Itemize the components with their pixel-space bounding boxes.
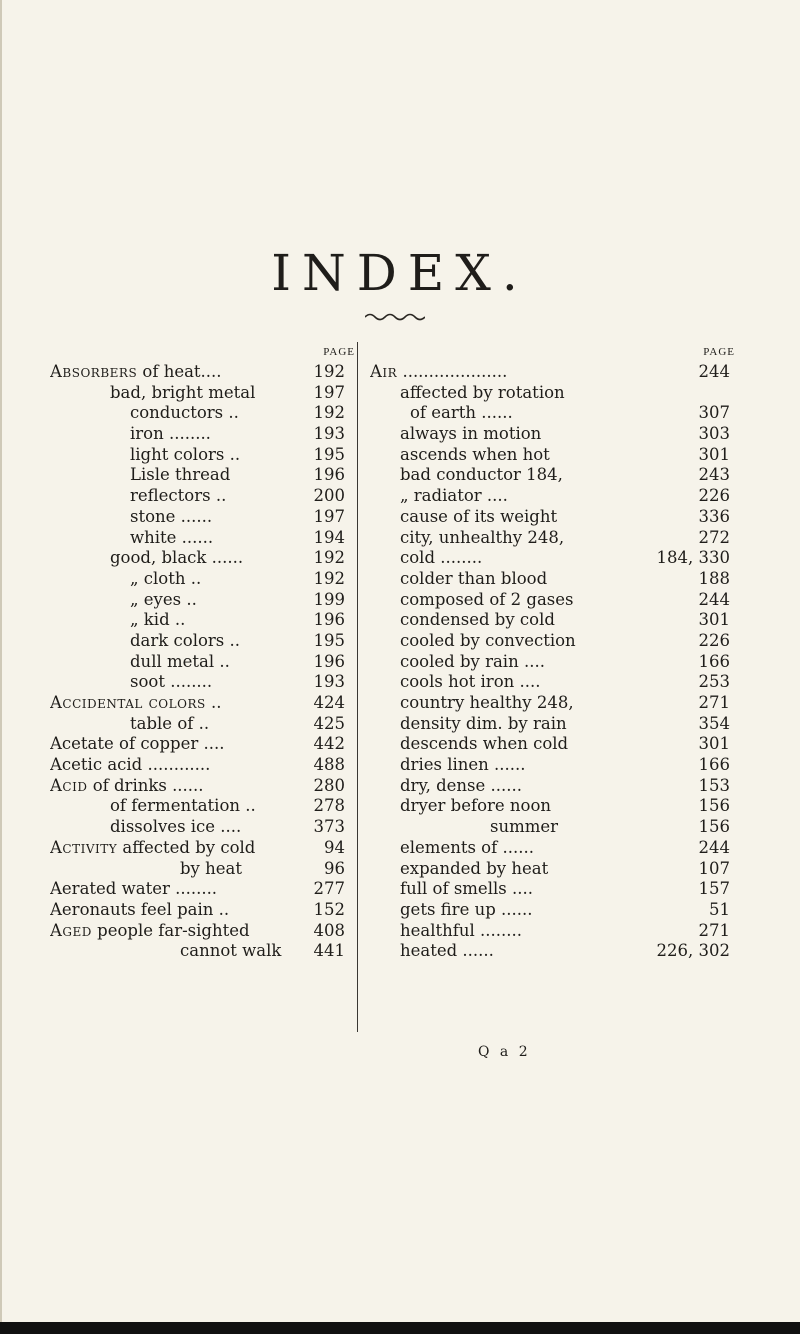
entry-label <box>400 755 690 776</box>
page-left-edge <box>0 0 2 1334</box>
entry-label <box>130 528 305 549</box>
index-entry <box>50 755 355 776</box>
entry-label <box>50 734 305 755</box>
index-column-right <box>370 342 735 962</box>
entry-page-number: 336 <box>698 506 730 526</box>
entry-page-number: 196 <box>313 610 345 630</box>
entry-label <box>110 548 305 569</box>
index-entry <box>50 879 355 900</box>
entry-headword: Accidental colors <box>50 693 206 712</box>
entry-text: Aerated water ........ <box>50 879 218 899</box>
entry-label <box>400 383 690 404</box>
entry-page-number: 152 <box>313 899 345 919</box>
index-entry <box>370 838 735 859</box>
index-entry <box>370 796 735 817</box>
entry-page-number: 243 <box>698 465 730 485</box>
entry-page-number: 192 <box>313 548 345 568</box>
entry-page-number: 196 <box>313 465 345 485</box>
entry-text: table of .. <box>130 713 210 733</box>
entry-page-number: 303 <box>698 424 730 444</box>
entry-text: healthful ........ <box>400 920 522 940</box>
entry-text: heated ...... <box>400 941 494 961</box>
entry-text: density dim. by rain <box>400 713 567 733</box>
index-entry <box>370 362 735 383</box>
index-entry <box>370 755 735 776</box>
entry-label <box>50 693 305 714</box>
entry-label <box>400 507 690 528</box>
ornament-divider <box>365 312 425 322</box>
index-entry <box>50 900 355 921</box>
index-entry <box>50 403 355 424</box>
entry-text: descends when cold <box>400 734 569 754</box>
entry-label <box>130 569 305 590</box>
entry-page-number: 441 <box>313 941 345 961</box>
entry-text: bad conductor 184, <box>400 465 563 485</box>
entry-page-number: 193 <box>313 424 345 444</box>
index-entry <box>370 465 735 486</box>
entry-label <box>400 776 690 797</box>
entry-label <box>400 631 690 652</box>
index-entry <box>50 362 355 383</box>
index-entry <box>370 714 735 735</box>
entry-label <box>130 403 305 424</box>
entry-label <box>130 631 305 652</box>
entry-label <box>130 445 305 466</box>
entry-page-number: 301 <box>698 734 730 754</box>
index-entry <box>370 403 735 424</box>
entry-text: dissolves ice .... <box>110 817 242 837</box>
entry-label <box>130 590 305 611</box>
index-entry <box>370 548 735 569</box>
entry-label <box>50 900 305 921</box>
entry-text: summer <box>490 817 559 837</box>
entry-page-number: 188 <box>698 568 730 588</box>
entry-label <box>400 859 690 880</box>
entry-text: stone ...... <box>130 506 213 526</box>
entry-page-number: 94 <box>324 837 345 857</box>
index-entry <box>370 776 735 797</box>
entry-label <box>130 465 305 486</box>
entry-text: affected by rotation <box>400 382 565 402</box>
entry-text: cold ........ <box>400 548 483 568</box>
entry-page-number: 244 <box>698 362 730 381</box>
index-entry <box>370 383 735 404</box>
entry-label <box>130 424 305 445</box>
entry-label <box>400 941 657 962</box>
entry-text: Aeronauts feel pain .. <box>50 899 230 919</box>
entry-label <box>130 652 305 673</box>
entry-page-number: 166 <box>698 651 730 671</box>
entry-page-number: 226 <box>698 630 730 650</box>
index-entry <box>50 672 355 693</box>
entry-text: of fermentation .. <box>110 796 256 816</box>
index-entry <box>370 445 735 466</box>
entry-label <box>50 879 305 900</box>
entry-label <box>400 900 690 921</box>
index-entry <box>370 569 735 590</box>
entry-text: „ radiator .... <box>400 486 508 506</box>
entry-label <box>50 776 305 797</box>
entry-label <box>400 548 657 569</box>
entry-headword: Activity <box>50 837 118 857</box>
entry-page-number: 192 <box>313 568 345 588</box>
index-entry <box>50 941 355 962</box>
index-entry <box>370 528 735 549</box>
entry-text: always in motion <box>400 424 542 444</box>
entry-page-number: 166 <box>698 755 730 775</box>
entry-text: by heat <box>180 858 242 878</box>
entry-text: of heat.... <box>137 362 222 381</box>
index-entry <box>50 569 355 590</box>
index-entry <box>370 693 735 714</box>
index-entry <box>370 879 735 900</box>
entry-label <box>130 486 305 507</box>
entry-label <box>50 921 305 942</box>
entry-page-number: 307 <box>698 403 730 423</box>
entry-label <box>400 879 690 900</box>
entry-text: dries linen ...... <box>400 755 526 775</box>
entry-page-number: 271 <box>698 920 730 940</box>
index-entry <box>370 672 735 693</box>
entry-page-number: 226, 302 <box>656 941 730 961</box>
index-entry <box>50 734 355 755</box>
entry-page-number: 244 <box>698 837 730 857</box>
entry-text: condensed by cold <box>400 610 555 630</box>
entry-page-number: 424 <box>313 693 345 712</box>
entry-text: „ cloth .. <box>130 568 202 588</box>
entry-page-number: 277 <box>313 879 345 899</box>
entry-text: iron ........ <box>130 424 211 444</box>
entry-page-number: 271 <box>698 693 730 712</box>
entry-label <box>50 362 305 383</box>
entry-text: dry, dense ...... <box>400 775 522 795</box>
entry-page-number: 280 <box>313 775 345 795</box>
entry-text: cannot walk <box>180 941 282 961</box>
entry-page-number: 196 <box>313 651 345 671</box>
entry-label <box>400 465 690 486</box>
entry-label <box>400 610 690 631</box>
entry-page-number: 301 <box>698 610 730 630</box>
entry-text: .. <box>205 693 222 712</box>
entry-label <box>130 610 305 631</box>
index-entry <box>50 693 355 714</box>
entry-label <box>400 652 690 673</box>
entry-text: .................... <box>397 362 508 381</box>
entry-page-number: 195 <box>313 444 345 464</box>
entry-label <box>400 590 690 611</box>
entry-label <box>370 362 690 383</box>
entry-page-number: 194 <box>313 527 345 547</box>
entry-page-number: 197 <box>313 382 345 402</box>
signature-mark: Q a 2 <box>478 1044 531 1060</box>
entry-label <box>50 755 305 776</box>
entry-text: dryer before noon <box>400 796 552 816</box>
entry-page-number: 156 <box>698 817 730 837</box>
entry-text: dark colors .. <box>130 630 241 650</box>
entry-text: elements of ...... <box>400 837 534 857</box>
index-entry <box>50 383 355 404</box>
entry-text: reflectors .. <box>130 486 227 506</box>
entry-page-number: 272 <box>698 527 730 547</box>
entry-label <box>490 817 690 838</box>
entry-text: soot ........ <box>130 672 213 692</box>
entry-page-number: 301 <box>698 444 730 464</box>
index-entry <box>50 838 355 859</box>
index-entry <box>370 941 735 962</box>
entry-label <box>400 693 690 714</box>
entry-label <box>110 817 305 838</box>
entry-label <box>410 403 690 424</box>
entry-page-number: 253 <box>698 672 730 692</box>
index-entry <box>370 631 735 652</box>
entry-label <box>110 796 305 817</box>
index-entry <box>370 734 735 755</box>
page-column-heading: PAGE <box>703 346 735 358</box>
index-entry <box>50 859 355 880</box>
entry-text: light colors .. <box>130 444 241 464</box>
index-column-left <box>50 342 355 962</box>
entry-page-number: 199 <box>313 589 345 609</box>
entry-text: city, unhealthy 248, <box>400 527 565 547</box>
entry-page-number: 184, 330 <box>656 548 730 568</box>
entry-page-number: 442 <box>313 734 345 754</box>
index-entry <box>50 445 355 466</box>
entry-label <box>180 941 305 962</box>
entry-text: of drinks ...... <box>87 775 204 795</box>
entry-text: cooled by rain .... <box>400 651 545 671</box>
entry-label <box>130 507 305 528</box>
column-divider <box>357 342 358 1032</box>
entry-label <box>400 921 690 942</box>
entry-text: full of smells .... <box>400 879 533 899</box>
entry-page-number <box>690 383 730 404</box>
entry-text: „ eyes .. <box>130 589 197 609</box>
entry-text: Lisle thread <box>130 465 231 485</box>
entry-text: expanded by heat <box>400 858 549 878</box>
index-entry <box>370 652 735 673</box>
index-entry <box>50 424 355 445</box>
index-entry <box>50 776 355 797</box>
entry-label <box>400 734 690 755</box>
index-entry <box>370 424 735 445</box>
entry-page-number: 156 <box>698 796 730 816</box>
entry-page-number: 278 <box>313 796 345 816</box>
entry-page-number: 488 <box>313 755 345 775</box>
index-entry <box>370 921 735 942</box>
index-entry <box>370 817 735 838</box>
entry-label <box>130 672 305 693</box>
index-entry <box>370 859 735 880</box>
entry-label <box>400 486 690 507</box>
entry-text: white ...... <box>130 527 214 547</box>
entry-page-number: 195 <box>313 630 345 650</box>
entry-label <box>180 859 305 880</box>
entry-text: cooled by convection <box>400 630 576 650</box>
entry-label <box>110 383 305 404</box>
index-entry <box>50 486 355 507</box>
entry-text: of earth ...... <box>410 403 513 423</box>
entry-label <box>400 714 690 735</box>
entry-label <box>400 672 690 693</box>
entry-text: ascends when hot <box>400 444 550 464</box>
entry-page-number: 354 <box>698 713 730 733</box>
entry-text: gets fire up ...... <box>400 899 533 919</box>
index-entry <box>50 548 355 569</box>
page-column-heading: PAGE <box>323 346 355 358</box>
entry-label <box>400 838 690 859</box>
entry-label <box>400 569 690 590</box>
index-entry <box>370 507 735 528</box>
entry-text: Acetic acid ............ <box>50 755 211 775</box>
entry-page-number: 107 <box>698 858 730 878</box>
index-entry <box>50 631 355 652</box>
index-entry <box>370 900 735 921</box>
entry-headword: Acid <box>50 775 88 795</box>
entry-page-number: 51 <box>709 899 730 919</box>
index-entry <box>50 714 355 735</box>
entry-label <box>130 714 305 735</box>
index-entry <box>370 486 735 507</box>
entry-text: good, black ...... <box>110 548 244 568</box>
entry-page-number: 197 <box>313 506 345 526</box>
index-entry <box>370 590 735 611</box>
entry-page-number: 226 <box>698 486 730 506</box>
entry-page-number: 244 <box>698 589 730 609</box>
index-entry <box>50 796 355 817</box>
entry-text: cause of its weight <box>400 506 558 526</box>
index-entry <box>50 610 355 631</box>
entry-page-number: 192 <box>313 362 345 381</box>
index-entry <box>50 507 355 528</box>
entry-label <box>400 796 690 817</box>
entry-headword: Aged <box>50 920 92 940</box>
index-entry <box>50 528 355 549</box>
entry-headword: Air <box>370 362 398 381</box>
entry-text: country healthy 248, <box>400 693 574 712</box>
entry-text: cools hot iron .... <box>400 672 541 692</box>
entry-label <box>400 445 690 466</box>
entry-text: affected by cold <box>117 837 256 857</box>
index-entry <box>50 652 355 673</box>
entry-label <box>50 838 305 859</box>
entry-headword: Absorbers <box>50 362 138 381</box>
entry-page-number: 200 <box>313 486 345 506</box>
entry-text: Acetate of copper .... <box>50 734 225 754</box>
page-title: INDEX. <box>271 243 529 302</box>
index-entry <box>370 610 735 631</box>
entry-label <box>400 424 690 445</box>
index-entry <box>50 817 355 838</box>
entry-text: conductors .. <box>130 403 239 423</box>
entry-text: dull metal .. <box>130 651 230 671</box>
entry-page-number: 193 <box>313 672 345 692</box>
entry-text: bad, bright metal <box>110 382 256 402</box>
entry-label <box>400 528 690 549</box>
entry-page-number: 157 <box>698 879 730 899</box>
index-entry <box>50 590 355 611</box>
entry-page-number: 96 <box>324 858 345 878</box>
entry-text: composed of 2 gases <box>400 589 574 609</box>
index-entry <box>50 921 355 942</box>
entry-text: colder than blood <box>400 568 548 588</box>
bottom-rule <box>0 1322 800 1334</box>
entry-page-number: 153 <box>698 775 730 795</box>
entry-text: „ kid .. <box>130 610 186 630</box>
index-entry <box>50 465 355 486</box>
entry-text: people far-sighted <box>91 920 250 940</box>
entry-page-number: 425 <box>313 713 345 733</box>
entry-page-number: 192 <box>313 403 345 423</box>
entry-page-number: 373 <box>313 817 345 837</box>
entry-page-number: 408 <box>313 920 345 940</box>
